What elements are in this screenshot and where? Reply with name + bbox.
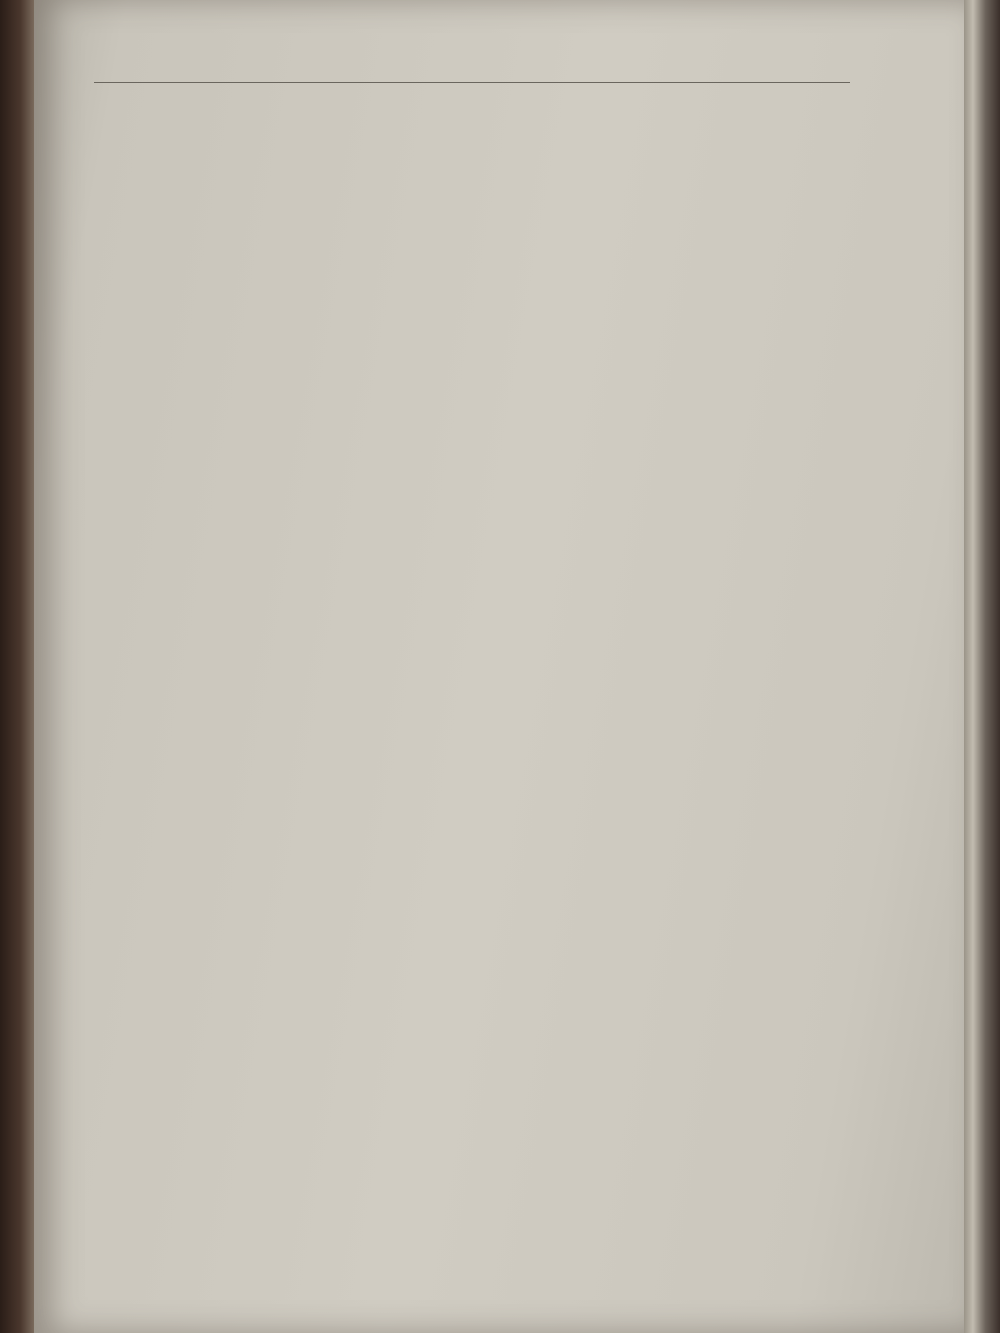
- page-stack-edge: [964, 0, 1000, 1333]
- book-spine-shadow: [0, 0, 34, 1333]
- book-page: [34, 0, 964, 1333]
- running-header: [94, 60, 850, 83]
- toc-content: [94, 98, 854, 140]
